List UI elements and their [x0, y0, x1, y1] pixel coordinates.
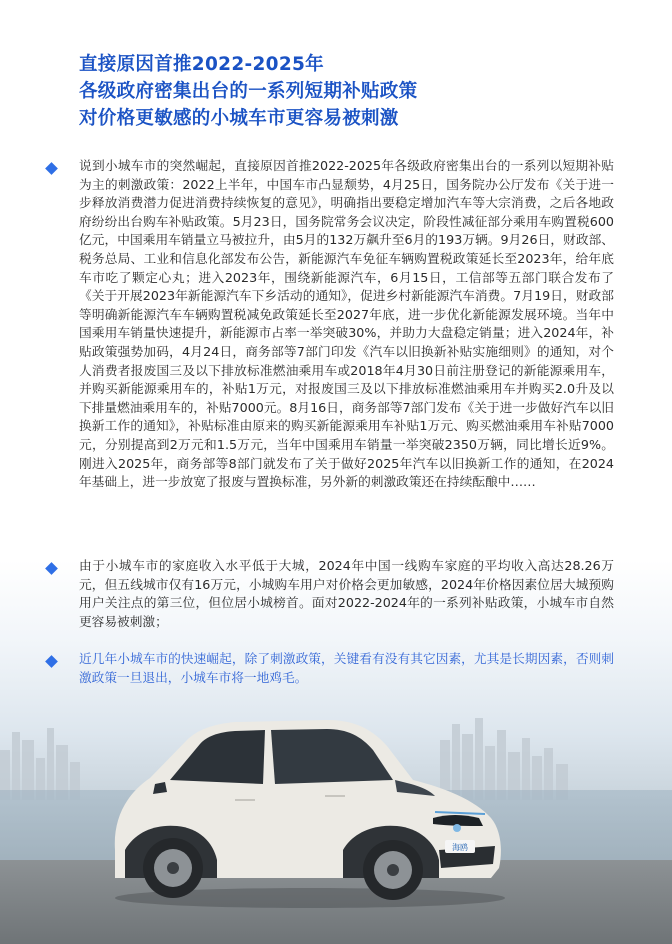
diamond-bullet-icon: [45, 655, 58, 668]
car-photo: [95, 700, 515, 910]
paragraph-income: [44, 557, 614, 631]
diamond-bullet-icon: [45, 562, 58, 575]
section-heading: [79, 51, 417, 132]
heading-line-3: 对价格更敏感的小城车市更容易被刺激: [79, 108, 399, 129]
paragraph-text: 由于小城车市的家庭收入水平低于大城，2024年中国一线购车家庭的平均收入高达28.26万元，但五线城市仅有16万元，小城购车用户对价格会更加敏感，2024年价格因素位居大城预购用户关注点的第三位，但位居小城榜首。面对2022-2024年的一系列补贴政策，小城车市自然更容易被刺激；: [79, 558, 614, 629]
paragraph-text: 近几年小城车市的快速崛起，除了刺激政策，关键看有没有其它因素，尤其是长期因素，否则刺激政策一旦退出，小城车市将一地鸡毛。: [79, 651, 614, 685]
heading-line-2: 各级政府密集出台的一系列短期补贴政策: [79, 81, 418, 102]
diamond-bullet-icon: [45, 162, 58, 175]
license-plate-text: 海鸥: [452, 843, 468, 852]
paragraph-conclusion: [44, 650, 614, 687]
paragraph-text: 说到小城车市的突然崛起，直接原因首推2022-2025年各级政府密集出台的一系列以短期补贴为主的刺激政策：2022上半年，中国车市凸显颓势，4月25日，国务院办公厅发布《关于进一步释放消费潜力促进消费持续恢复的意见》，明确指出要稳定增加汽车等大宗消费，之后各地政府纷纷出台购车补贴政策。5月23日，国务院常务会议决定，阶段性减征部分乘用车购置税600亿元，中国乘用车销量立马被拉升，由5月的132万飙升至6月的193万辆。9月26日，财政部、税务总局、工业和信息化部发布公告，新能源汽车免征车辆购置税政策延长至2023年，给年底车市吃了颗定心丸；进入2023年，围绕新能源汽车，6月15日，工信部等五部门联合发布了《关于开展2023年新能源汽车下乡活动的通知》，促进乡村新能源汽车消费。7月19日，财政部等明确新能源汽车车辆购置税减免政策延长至2027年底，进一步优化新能源发展环境。当年中国乘用车销量快速提升，新能源市占率一举突破30%，并助力大盘稳定销量；进入2024年，补贴政策强势加码，4月24日，商务部等7部门印发《汽车以旧换新补贴实施细则》的通知，对个人消费者报废国三及以下排放标准燃油乘用车或2018年4月30日前注册登记的新能源乘用车，并购买新能源乘用车的，补贴1万元，对报废国三及以下排放标准燃油乘用车并购买2.0升及以下排量燃油乘用车的，补贴7000元。8月16日，商务部等7部门发布《关于进一步做好汽车以旧换新工作的通知》，补贴标准由原来的购买新能源乘用车补贴1万元、购买燃油乘用车补贴7000元，分别提高到2万元和1.5万元，当年中国乘用车销量一举突破2350万辆，同比增长近9%。刚进入2025年，商务部等8部门就发布了关于做好2025年汽车以旧换新工作的通知，在2024年基础上，进一步放宽了报废与置换标准，另外新的刺激政策还在持续酝酿中……: [79, 158, 614, 490]
paragraph-policy: [44, 157, 614, 492]
heading-line-1: 直接原因首推2022-2025年: [79, 54, 324, 75]
